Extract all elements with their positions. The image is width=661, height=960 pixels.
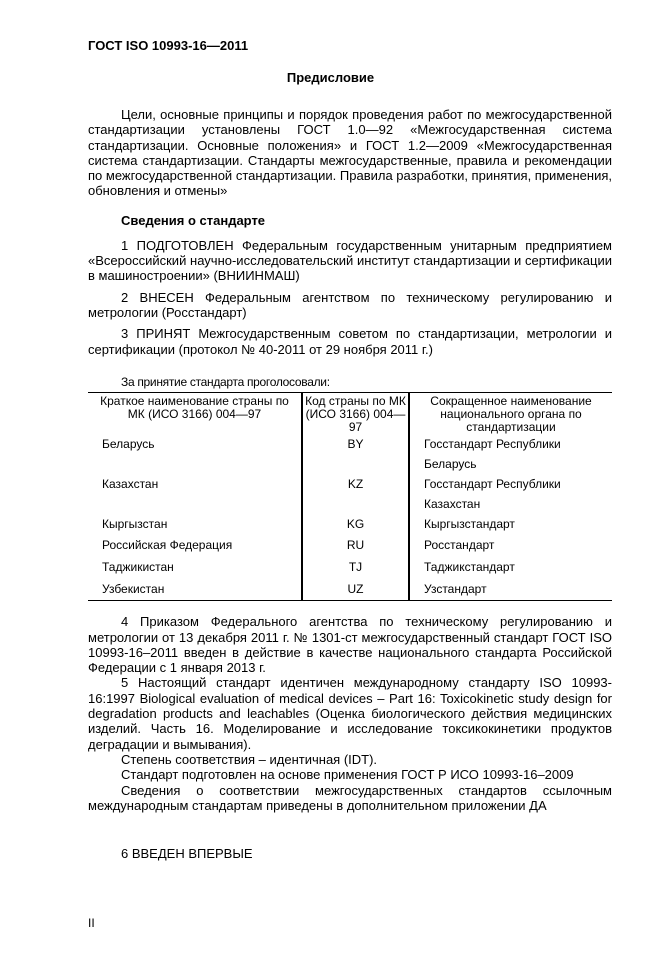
item-2: 2 ВНЕСЕН Федеральным агентством по техническому регулированию и метрологии (Росстандарт) bbox=[88, 289, 612, 320]
body-cell: Росстандарт bbox=[424, 538, 495, 553]
body-cell: Узстандарт bbox=[424, 581, 487, 596]
table-row bbox=[88, 557, 612, 579]
country-cell: Таджикистан bbox=[102, 560, 174, 575]
body-cell: Кыргызстандарт bbox=[424, 516, 515, 531]
item-3: 3 ПРИНЯТ Межгосударственным советом по стандартизации, метрологии и сертификации (протокол № 40-2011 от 29 ноября 2011 г.) bbox=[88, 326, 612, 357]
item-4: 4 Приказом Федерального агентства по техническому регулированию и метрологии от 13 декабря 2011 г. № 1301-ст межгосударственный стандарт ГОСТ ISO 10993-16–2011 введен в действие в качестве национального стандарта Российской Федерации с 1 января 2013 г. bbox=[88, 614, 612, 676]
prepared-basis: Стандарт подготовлен на основе применения ГОСТ Р ИСО 10993-16–2009 bbox=[121, 767, 574, 783]
table-row bbox=[88, 535, 612, 557]
table-row bbox=[88, 579, 612, 601]
table-header-row bbox=[88, 392, 612, 434]
intro-paragraph: Цели, основные принципы и порядок проведения работ по межгосударственной стандартизации установлены ГОСТ 1.0—92 «Межгосударственная система стандартизации. Основные положения» и ГОСТ 1.2—2009 «Межгосударственная система стандартизации. Стандарты межгосударственные, правила и рекомендации по межгосударственной стандартизации. Правила разработки, принятия, применения, обновления и отмены» bbox=[88, 107, 612, 199]
table-caption: За принятие стандарта проголосовали: bbox=[121, 374, 330, 389]
column-header: Код страны по МК (ИСО 3166) 004—97 bbox=[302, 392, 409, 434]
subsection-title: Сведения о стандарте bbox=[121, 212, 266, 228]
document-header: ГОСТ ISO 10993-16—2011 bbox=[88, 38, 249, 53]
code-cell: UZ bbox=[302, 579, 409, 601]
column-header: Краткое наименование страны по МК (ИСО 3166) 004—97 bbox=[100, 393, 289, 421]
body-cell: Таджикстандарт bbox=[424, 560, 515, 575]
column-header: Сокращенное наименование национального органа по стандартизации bbox=[430, 393, 592, 434]
table-row bbox=[88, 514, 612, 536]
body-cell: Госстандарт Республики Беларусь bbox=[424, 436, 561, 471]
code-cell: RU bbox=[302, 535, 409, 557]
section-title: Предисловие bbox=[286, 70, 375, 85]
code-cell: BY bbox=[302, 434, 409, 474]
country-cell: Кыргызстан bbox=[102, 516, 168, 531]
country-cell: Узбекистан bbox=[102, 581, 165, 596]
item-1: 1 ПОДГОТОВЛЕН Федеральным государственным унитарным предприятием «Всероссийский научно-исследовательский институт стандартизации и сертификации в машиностроении» (ВНИИНМАШ) bbox=[88, 237, 612, 284]
country-cell: Казахстан bbox=[102, 476, 159, 491]
code-cell: KG bbox=[302, 514, 409, 536]
references-info: Сведения о соответствии межгосударственных стандартов ссылочным международным стандартам приведены в дополнительном приложении ДА bbox=[88, 782, 612, 813]
item-6: 6 ВВЕДЕН ВПЕРВЫЕ bbox=[121, 846, 253, 862]
voting-table bbox=[88, 392, 612, 601]
page-number: II bbox=[88, 916, 95, 931]
code-cell: TJ bbox=[302, 557, 409, 579]
country-cell: Российская Федерация bbox=[102, 538, 233, 553]
table-row bbox=[88, 474, 612, 514]
table-row bbox=[88, 434, 612, 474]
item-5: 5 Настоящий стандарт идентичен международному стандарту ISO 10993-16:1997 Biological evaluation of medical devices – Part 16: Toxicokinetic study design for degradation products and leachables (Оценка биологического действия медицинских изделий. Часть 16. Моделирование и исследование токсикокинетики продуктов деградации и вымывания). bbox=[88, 675, 612, 752]
conformity-degree: Степень соответствия – идентичная (IDT). bbox=[121, 751, 378, 767]
code-cell: KZ bbox=[302, 474, 409, 514]
body-cell: Госстандарт Республики Казахстан bbox=[424, 476, 561, 511]
country-cell: Беларусь bbox=[102, 436, 155, 451]
